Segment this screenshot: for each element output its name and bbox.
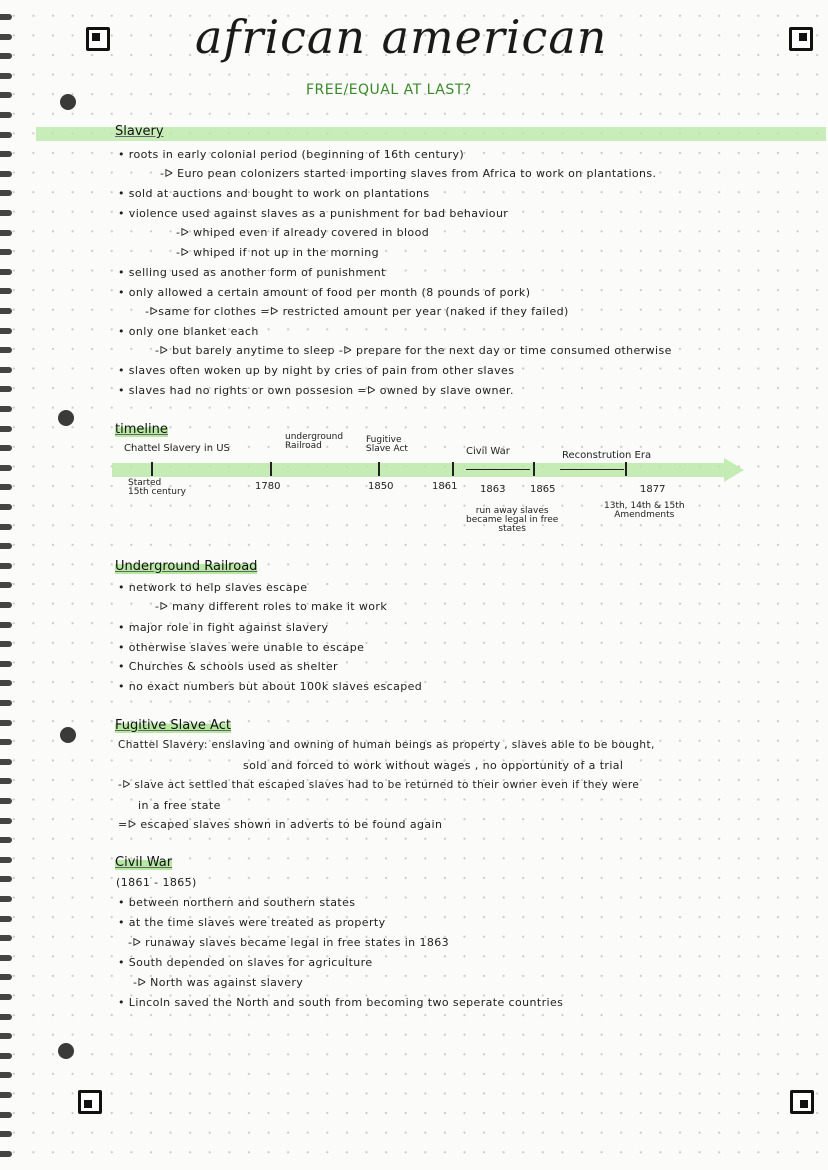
list-item: • South depended on slaves for agriculture xyxy=(118,956,373,969)
binding-ring-icon xyxy=(0,230,12,236)
binding-ring-icon xyxy=(0,759,12,765)
binding-ring-icon xyxy=(0,857,12,863)
binding-ring-icon xyxy=(0,955,12,961)
binding-ring-icon xyxy=(0,14,12,20)
binding-ring-icon xyxy=(0,465,12,471)
binding-ring-icon xyxy=(0,602,12,608)
timeline-heading: timeline xyxy=(115,422,168,437)
timeline-tick xyxy=(533,462,535,476)
list-item: -ᐅsame for clothes =ᐅ restricted amount per year (naked if they failed) xyxy=(145,305,569,318)
binding-ring-icon xyxy=(0,974,12,980)
binding-ring-icon xyxy=(0,916,12,922)
punch-hole-icon xyxy=(58,1043,74,1059)
timeline-label-civil-war: Civil War xyxy=(466,446,510,457)
binding-ring-icon xyxy=(0,367,12,373)
timeline-date: 1861 xyxy=(432,481,458,492)
list-item: -ᐅ Euro pean colonizers started importing slaves from Africa to work on plantations. xyxy=(160,167,657,180)
timeline-label-reconstruction: Reconstrution Era xyxy=(562,450,652,461)
binding-ring-icon xyxy=(0,1151,12,1157)
binding-ring-icon xyxy=(0,524,12,530)
timeline-date: 1865 xyxy=(530,484,556,495)
timeline-civil-war-span xyxy=(466,469,530,470)
binding-ring-icon xyxy=(0,661,12,667)
binding-ring-icon xyxy=(0,1014,12,1020)
timeline-date: 1877 xyxy=(640,484,666,495)
binding-ring-icon xyxy=(0,778,12,784)
corner-marker-icon xyxy=(78,1090,102,1114)
binding-ring-icon xyxy=(0,328,12,334)
binding-ring-icon xyxy=(0,132,12,138)
timeline-tick xyxy=(452,462,454,476)
slavery-heading: Slavery xyxy=(115,124,164,139)
binding-ring-icon xyxy=(0,210,12,216)
timeline-note-runaway: run away slaves became legal in free states xyxy=(466,506,559,534)
list-item: • only allowed a certain amount of food per month (8 pounds of pork) xyxy=(118,286,531,299)
timeline-label-fugitive: Fugitive Slave Act xyxy=(366,435,408,454)
binding-ring-icon xyxy=(0,445,12,451)
binding-ring-icon xyxy=(0,798,12,804)
binding-ring-icon xyxy=(0,151,12,157)
binding-ring-icon xyxy=(0,347,12,353)
binding-ring-icon xyxy=(0,269,12,275)
list-item: • roots in early colonial period (beginning of 16th century) xyxy=(118,148,465,161)
timeline-label-chattel: Chattel Slavery in US xyxy=(124,443,230,454)
binding-ring-icon xyxy=(0,386,12,392)
binding-ring-icon xyxy=(0,73,12,79)
binding-ring-icon xyxy=(0,1131,12,1137)
binding-ring-icon xyxy=(0,622,12,628)
timeline-note-amendments: 13th, 14th & 15th Amendments xyxy=(604,501,685,520)
list-item: • at the time slaves were treated as property xyxy=(118,916,386,929)
binding-ring-icon xyxy=(0,994,12,1000)
corner-marker-icon xyxy=(790,1090,814,1114)
list-item: (1861 - 1865) xyxy=(116,876,197,889)
fugitive-heading: Fugitive Slave Act xyxy=(115,718,231,733)
list-item: • only one blanket each xyxy=(118,325,259,338)
page-title: african american xyxy=(195,10,608,64)
binding-ring-icon xyxy=(0,34,12,40)
binding-ring-icon xyxy=(0,53,12,59)
binding-ring-icon xyxy=(0,582,12,588)
binding-ring-icon xyxy=(0,1053,12,1059)
binding-ring-icon xyxy=(0,543,12,549)
binding-ring-icon xyxy=(0,720,12,726)
binding-ring-icon xyxy=(0,739,12,745)
list-item: -ᐅ but barely anytime to sleep -ᐅ prepare for the next day or time consumed otherwise xyxy=(155,344,672,357)
timeline-date: 1850 xyxy=(368,481,394,492)
timeline-tick xyxy=(270,462,272,476)
list-item: -ᐅ whiped if not up in the morning xyxy=(176,246,379,259)
binding-ring-icon xyxy=(0,876,12,882)
list-item: • otherwise slaves were unable to escape xyxy=(118,641,365,654)
list-item: Chattel Slavery: enslaving and owning of human beings as property , slaves able to be bought, xyxy=(118,739,655,751)
timeline-tick xyxy=(151,462,153,476)
binding-ring-icon xyxy=(0,249,12,255)
timeline-reconstruction-span xyxy=(560,469,624,470)
binding-ring-icon xyxy=(0,288,12,294)
list-item: • Lincoln saved the North and south from becoming two seperate countries xyxy=(118,996,564,1009)
list-item: • selling used as another form of punishment xyxy=(118,266,386,279)
timeline-date-start: Started 15th century xyxy=(128,478,186,497)
binding-ring-icon xyxy=(0,1092,12,1098)
binding-ring-icon xyxy=(0,1112,12,1118)
corner-marker-icon xyxy=(86,27,110,51)
list-item: • slaves had no rights or own possesion =ᐅ owned by slave owner. xyxy=(118,384,514,397)
timeline-highlight-arrow xyxy=(112,463,724,477)
spiral-binding xyxy=(0,0,14,1170)
list-item: • violence used against slaves as a punishment for bad behaviour xyxy=(118,207,509,220)
timeline-label-underground: underground Railroad xyxy=(285,432,344,451)
list-item: • sold at auctions and bought to work on plantations xyxy=(118,187,430,200)
binding-ring-icon xyxy=(0,935,12,941)
binding-ring-icon xyxy=(0,112,12,118)
corner-marker-icon xyxy=(789,27,813,51)
binding-ring-icon xyxy=(0,700,12,706)
binding-ring-icon xyxy=(0,837,12,843)
binding-ring-icon xyxy=(0,171,12,177)
list-item: • network to help slaves escape xyxy=(118,581,308,594)
binding-ring-icon xyxy=(0,504,12,510)
timeline-tick xyxy=(625,462,627,476)
binding-ring-icon xyxy=(0,426,12,432)
civil-war-heading: Civil War xyxy=(115,855,173,870)
list-item: -ᐅ many different roles to make it work xyxy=(155,600,388,613)
timeline-date: 1780 xyxy=(255,481,281,492)
binding-ring-icon xyxy=(0,680,12,686)
binding-ring-icon xyxy=(0,818,12,824)
list-item: -ᐅ slave act settled that escaped slaves had to be returned to their owner even if they were xyxy=(118,779,640,791)
list-item: sold and forced to work without wages , no opportunity of a trial xyxy=(243,759,624,772)
list-item: • major role in fight against slavery xyxy=(118,621,329,634)
binding-ring-icon xyxy=(0,896,12,902)
list-item: • Churches & schools used as shelter xyxy=(118,660,338,673)
underground-heading: Underground Railroad xyxy=(115,559,258,574)
list-item: • between northern and southern states xyxy=(118,896,356,909)
binding-ring-icon xyxy=(0,406,12,412)
list-item: • slaves often woken up by night by cries of pain from other slaves xyxy=(118,364,515,377)
timeline-tick xyxy=(378,462,380,476)
timeline-arrow-head-icon xyxy=(724,458,744,482)
list-item: =ᐅ escaped slaves shown in adverts to be found again xyxy=(118,818,443,831)
punch-hole-icon xyxy=(60,94,76,110)
binding-ring-icon xyxy=(0,1033,12,1039)
binding-ring-icon xyxy=(0,484,12,490)
binding-ring-icon xyxy=(0,563,12,569)
binding-ring-icon xyxy=(0,92,12,98)
binding-ring-icon xyxy=(0,641,12,647)
list-item: -ᐅ whiped even if already covered in blood xyxy=(176,226,430,239)
list-item: • no exact numbers but about 100k slaves escaped xyxy=(118,680,423,693)
page-subtitle: FREE/EQUAL AT LAST? xyxy=(306,82,472,98)
binding-ring-icon xyxy=(0,308,12,314)
list-item: in a free state xyxy=(138,799,221,812)
list-item: -ᐅ North was against slavery xyxy=(133,976,304,989)
binding-ring-icon xyxy=(0,1072,12,1078)
binding-ring-icon xyxy=(0,190,12,196)
timeline-date: 1863 xyxy=(480,484,506,495)
punch-hole-icon xyxy=(58,410,74,426)
punch-hole-icon xyxy=(60,727,76,743)
list-item: -ᐅ runaway slaves became legal in free states in 1863 xyxy=(128,936,450,949)
